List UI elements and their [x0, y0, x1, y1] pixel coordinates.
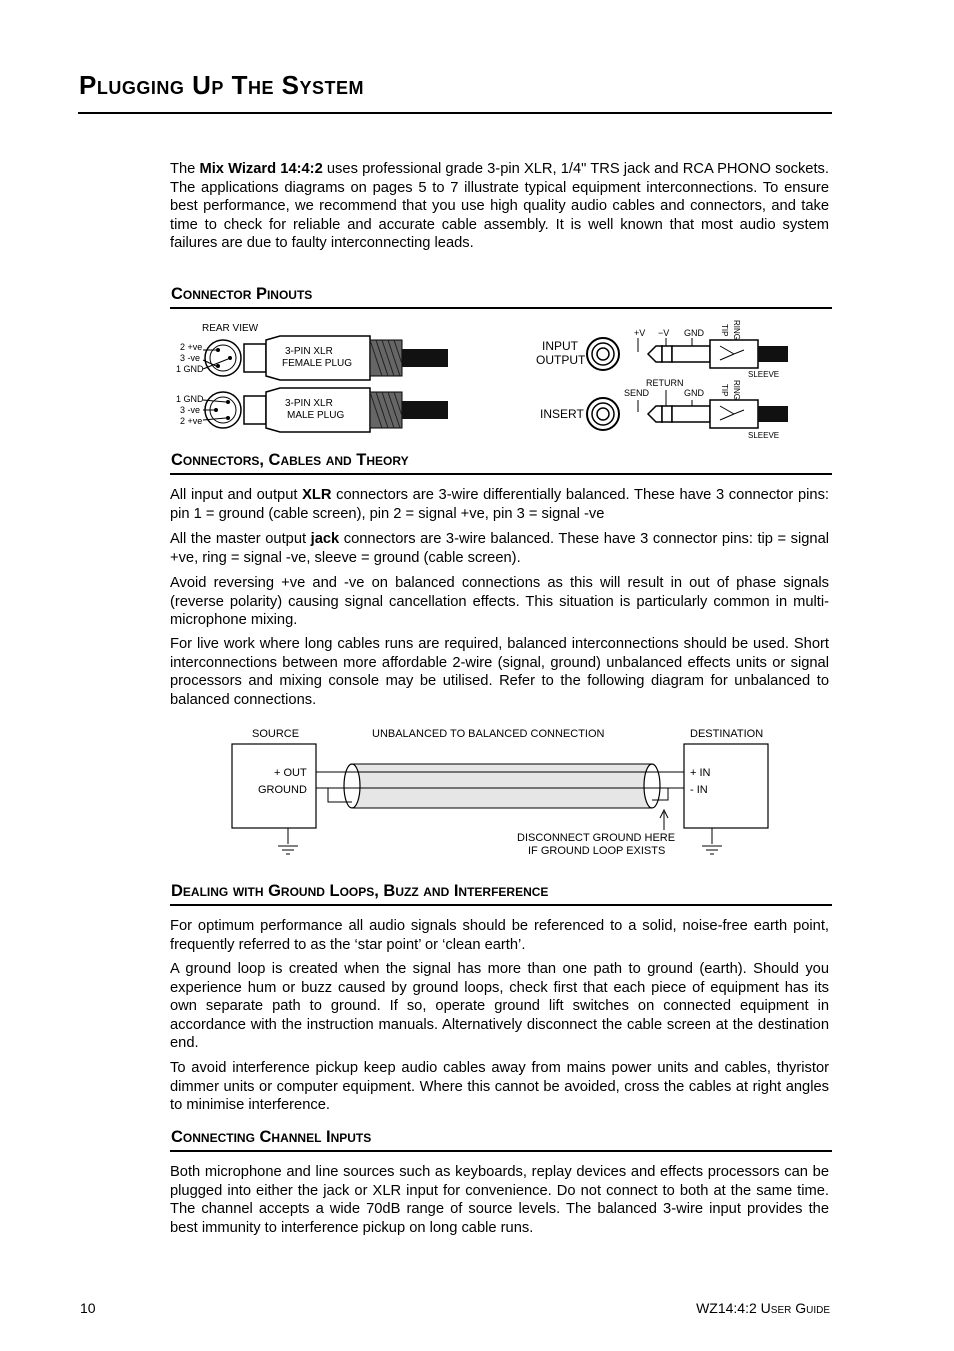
text: connectors are 3-wire balanced. These have 3 connector pins: tip = signal +ve, ring = signal -ve, sleeve = ground (cable screen). — [170, 531, 829, 566]
input-label: INPUT — [542, 339, 578, 353]
xlr-term: XLR — [302, 487, 332, 503]
rear-view-label: REAR VIEW — [202, 323, 259, 334]
cables-paragraph-2 — [170, 530, 829, 567]
tip-label-bottom: TIP — [720, 384, 729, 397]
jack-socket-bottom-icon — [587, 398, 619, 430]
male-pin-1: 1 GND — [176, 394, 204, 404]
intro-paragraph — [170, 160, 829, 253]
heading-ground-loops: Dealing with Ground Loops, Buzz and Interference — [171, 882, 549, 900]
male-pin-2: 2 +ve — [180, 416, 203, 426]
footer-guide-title: WZ14:4:2 User Guide — [696, 1300, 830, 1316]
plus-in-label: + IN — [690, 767, 711, 779]
trs-plug-bottom — [638, 390, 788, 440]
cable-end-right — [644, 764, 660, 808]
intro-prefix: The — [170, 161, 200, 177]
heading-rule — [170, 1150, 832, 1152]
note-line-1: DISCONNECT GROUND HERE — [517, 832, 676, 844]
female-label-2: FEMALE PLUG — [282, 358, 353, 369]
tip-label-top: TIP — [720, 324, 729, 337]
cables-paragraph-1 — [170, 486, 829, 523]
gnd-label-bottom: GND — [684, 388, 704, 398]
xlr-male-plug — [176, 388, 448, 432]
jack-socket-top-icon — [587, 338, 619, 370]
sleeve-label-top: SLEEVE — [748, 370, 780, 379]
send-label: SEND — [624, 388, 650, 398]
ground-symbol-left-icon — [278, 846, 298, 854]
text: All the master output — [170, 531, 311, 547]
source-label: SOURCE — [252, 728, 300, 740]
jack-term: jack — [310, 531, 340, 547]
sleeve-label-bottom: SLEEVE — [748, 431, 780, 440]
cable-end-left — [344, 764, 360, 808]
heading-rule — [170, 904, 832, 906]
ground-paragraph-1: For optimum performance all audio signals should be referenced to a solid, noise-free earth point, frequently referred to as the ‘star point’ or ‘clean earth’. — [170, 918, 829, 953]
jack-pinout-diagram — [530, 316, 822, 442]
female-pin-3: 3 -ve — [180, 353, 201, 363]
destination-label: DESTINATION — [690, 728, 764, 740]
gnd-label-top: GND — [684, 328, 704, 338]
unbalanced-balanced-diagram — [228, 722, 773, 866]
female-pin-1: 1 GND — [176, 364, 204, 374]
ring-label-top: RING — [732, 320, 741, 340]
ground-paragraph-3: To avoid interference pickup keep audio cables away from mains power units and cables, thyristor dimmer units or computer equipment. Where this cannot be avoided, cross the cables at right angles to minimise interference. — [170, 1060, 829, 1114]
ground-symbol-right-icon — [702, 846, 722, 854]
note-line-2: IF GROUND LOOP EXISTS — [528, 845, 666, 857]
male-label-2: MALE PLUG — [287, 410, 345, 421]
plus-v-label: +V — [634, 328, 646, 338]
heading-rule — [170, 307, 832, 309]
text: connectors are 3-wire differentially balanced. These have 3 connector pins: pin 1 = ground (cable screen), pin 2 = signal +ve, pin 3 = signal -ve — [170, 487, 829, 522]
female-pin-2: 2 +ve — [180, 342, 203, 352]
male-pin-3: 3 -ve — [180, 405, 201, 415]
female-label-1: 3-PIN XLR — [285, 346, 333, 357]
intro-text: uses professional grade 3-pin XLR, 1/4" TRS jack and RCA PHONO sockets. The applications diagrams on pages 5 to 7 illustrate typical equipment interconnections. To ensure best performance, we recommend that you use high quality audio cables and connectors, and take time to check for reliable and accurate cable assembly. It is well known that most audio system failures are due to faulty interconnecting leads. — [170, 161, 829, 252]
cables-paragraph-4: For live work where long cables runs are required, balanced interconnections should be used. Short interconnections between more affordable 2-wire (signal, ground) unbalanced effects units or signal processors and mixing console may be utilised. Refer to the following diagram for unbalanced to balanced connections. — [170, 636, 829, 708]
arrow-up-icon — [660, 810, 668, 830]
title-rule — [78, 112, 832, 114]
insert-label: INSERT — [540, 407, 584, 421]
product-name: Mix Wizard 14:4:2 — [199, 161, 323, 177]
minus-v-label: −V — [658, 328, 670, 338]
channel-paragraph-1: Both microphone and line sources such as keyboards, replay devices and effects processors can be plugged into either the jack or XLR input for convenience. Do not connect to both at the same time. The channel accepts a wide 70dB range of source levels. The balanced 3-wire input provides the best immunity to interference pickup on long cable runs. — [170, 1164, 829, 1236]
xlr-female-plug — [176, 336, 448, 380]
ring-label-bottom: RING — [732, 380, 741, 400]
heading-connectors-cables-theory: Connectors, Cables and Theory — [171, 451, 409, 469]
ground-label: GROUND — [258, 784, 307, 796]
ground-paragraph-2: A ground loop is created when the signal has more than one path to ground (earth). Should you experience hum or buzz caused by ground loops, check first that each piece of equipment has its own separate path to ground. If so, operate ground lift switches on connected equipment in accordance with the instruction manuals. Alternatively disconnect the cable screen at the destination end. — [170, 961, 829, 1052]
return-label: RETURN — [646, 378, 684, 388]
text: All input and output — [170, 487, 303, 503]
trs-plug-top — [638, 338, 788, 379]
heading-rule — [170, 473, 832, 475]
page-title: Plugging Up The System — [79, 70, 365, 100]
cable-body — [352, 764, 652, 808]
minus-in-label: - IN — [690, 784, 708, 796]
plus-out-label: + OUT — [274, 767, 307, 779]
cables-paragraph-3: Avoid reversing +ve and -ve on balanced connections as this will result in out of phase signals (reverse polarity) causing signal cancellation effects. This situation is particularly common in multi-microphone mixing. — [170, 575, 829, 629]
diagram-title: UNBALANCED TO BALANCED CONNECTION — [372, 728, 605, 740]
heading-connector-pinouts: Connector Pinouts — [171, 285, 313, 303]
output-label: OUTPUT — [536, 353, 586, 367]
page-number: 10 — [80, 1300, 96, 1316]
heading-channel-inputs: Connecting Channel Inputs — [171, 1128, 372, 1146]
xlr-pinout-diagram — [170, 316, 460, 436]
male-label-1: 3-PIN XLR — [285, 398, 333, 409]
